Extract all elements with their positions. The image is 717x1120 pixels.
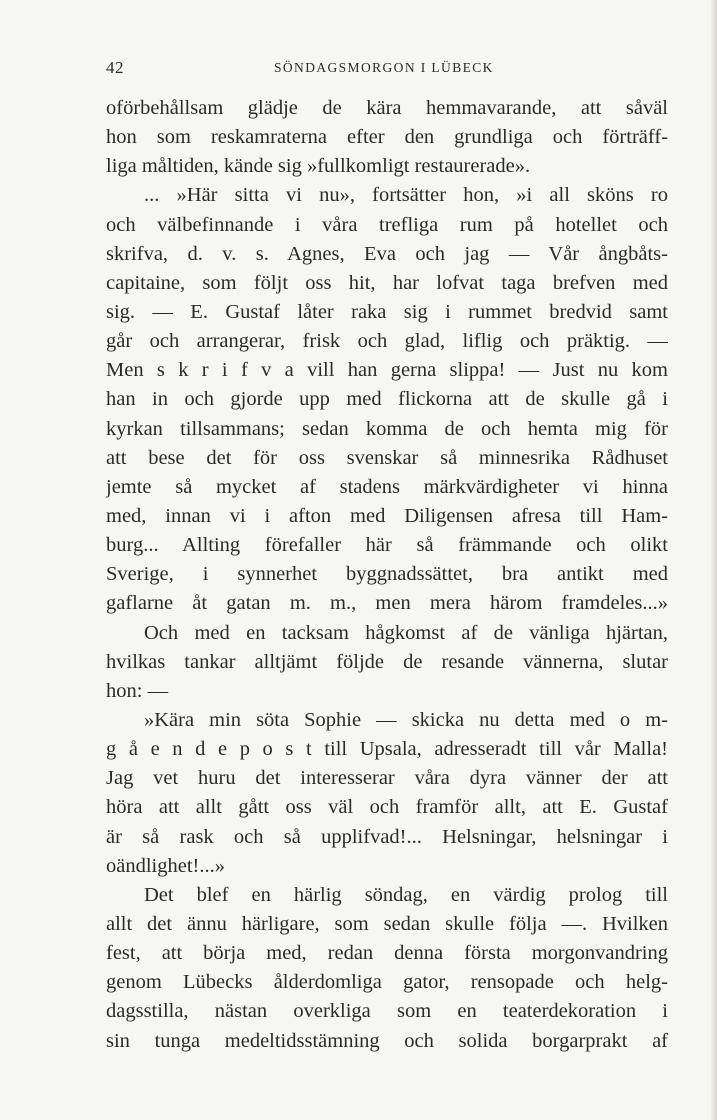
text-line: sin tunga medeltidsstämning och solida borgarprakt af: [106, 1029, 668, 1052]
text-line: oförbehållsam glädje de kära hemmavarande, att såväl: [106, 97, 668, 119]
text-line: sig. — E. Gustaf låter raka sig i rummet bredvid samt: [106, 300, 668, 323]
page-edge: [711, 0, 717, 1120]
text-line: Det blef en härlig söndag, en värdig prolog till: [144, 883, 668, 906]
text-line: hon: —: [106, 679, 169, 702]
text-line: »Kära min söta Sophie — skicka nu detta med o m-: [144, 708, 668, 731]
text-line: Sverige, i synnerhet byggnadssättet, bra antikt med: [106, 563, 668, 586]
body-text: [106, 94, 668, 1056]
text-line: jemte så mycket af stadens märkvärdigheter vi hinna: [106, 475, 668, 498]
text-line: Och med en tacksam hågkomst af de vänliga hjärtan,: [144, 621, 668, 644]
page-number: 42: [106, 58, 124, 77]
text-line: capitaine, som följt oss hit, har lofvat taga brefven med: [106, 271, 668, 294]
text-line: g å e n d e p o s t till Upsala, adresseradt till vår Malla!: [106, 738, 668, 761]
text-line: och välbefinnande i våra trefliga rum på hotellet och: [106, 213, 668, 236]
text-line: burg... Allting förefaller här så främmande och olikt: [106, 534, 668, 557]
text-line: gaflarne åt gatan m. m., men mera härom framdeles...»: [106, 592, 668, 615]
text-line: liga måltiden, kände sig »fullkomligt restaurerade».: [106, 155, 531, 178]
page-header: [106, 58, 666, 82]
text-line: Men s k r i f v a vill han gerna slippa! — Just nu kom: [106, 359, 668, 382]
text-line: höra att allt gått oss väl och framför allt, att E. Gustaf: [106, 796, 668, 819]
text-line: genom Lübecks ålderdomliga gator, rensopade och helg-: [106, 971, 668, 994]
text-line: går och arrangerar, frisk och glad, liflig och präktig. —: [106, 330, 668, 353]
text-line: skrifva, d. v. s. Agnes, Eva och jag — Vår ångbåts-: [106, 242, 668, 265]
text-line: hon som reskamraterna efter den grundliga och förträff-: [106, 126, 668, 149]
text-line: fest, att börja med, redan denna första morgonvandring: [106, 942, 668, 965]
text-line: Jag vet huru det interesserar våra dyra vänner der att: [106, 767, 668, 790]
text-line: ... »Här sitta vi nu», fortsätter hon, »i all sköns ro: [144, 184, 668, 207]
running-head: SÖNDAGSMORGON I LÜBECK: [274, 60, 494, 75]
text-line: oändlighet!...»: [106, 854, 225, 877]
text-line: hvilkas tankar alltjämt följde de resande vännerna, slutar: [106, 650, 668, 673]
text-line: dagsstilla, nästan overkliga som en teaterdekoration i: [106, 1000, 668, 1023]
text-line: han in och gjorde upp med flickorna att de skulle gå i: [106, 388, 668, 411]
text-line: är så rask och så upplifvad!... Helsningar, helsningar i: [106, 825, 668, 848]
text-line: att bese det för oss svenskar så minnesrika Rådhuset: [106, 446, 668, 469]
text-line: med, innan vi i afton med Diligensen afresa till Ham-: [106, 504, 668, 527]
text-line: kyrkan tillsammans; sedan komma de och hemta mig för: [106, 417, 668, 440]
text-line: allt det ännu härligare, som sedan skulle följa —. Hvilken: [106, 912, 668, 935]
